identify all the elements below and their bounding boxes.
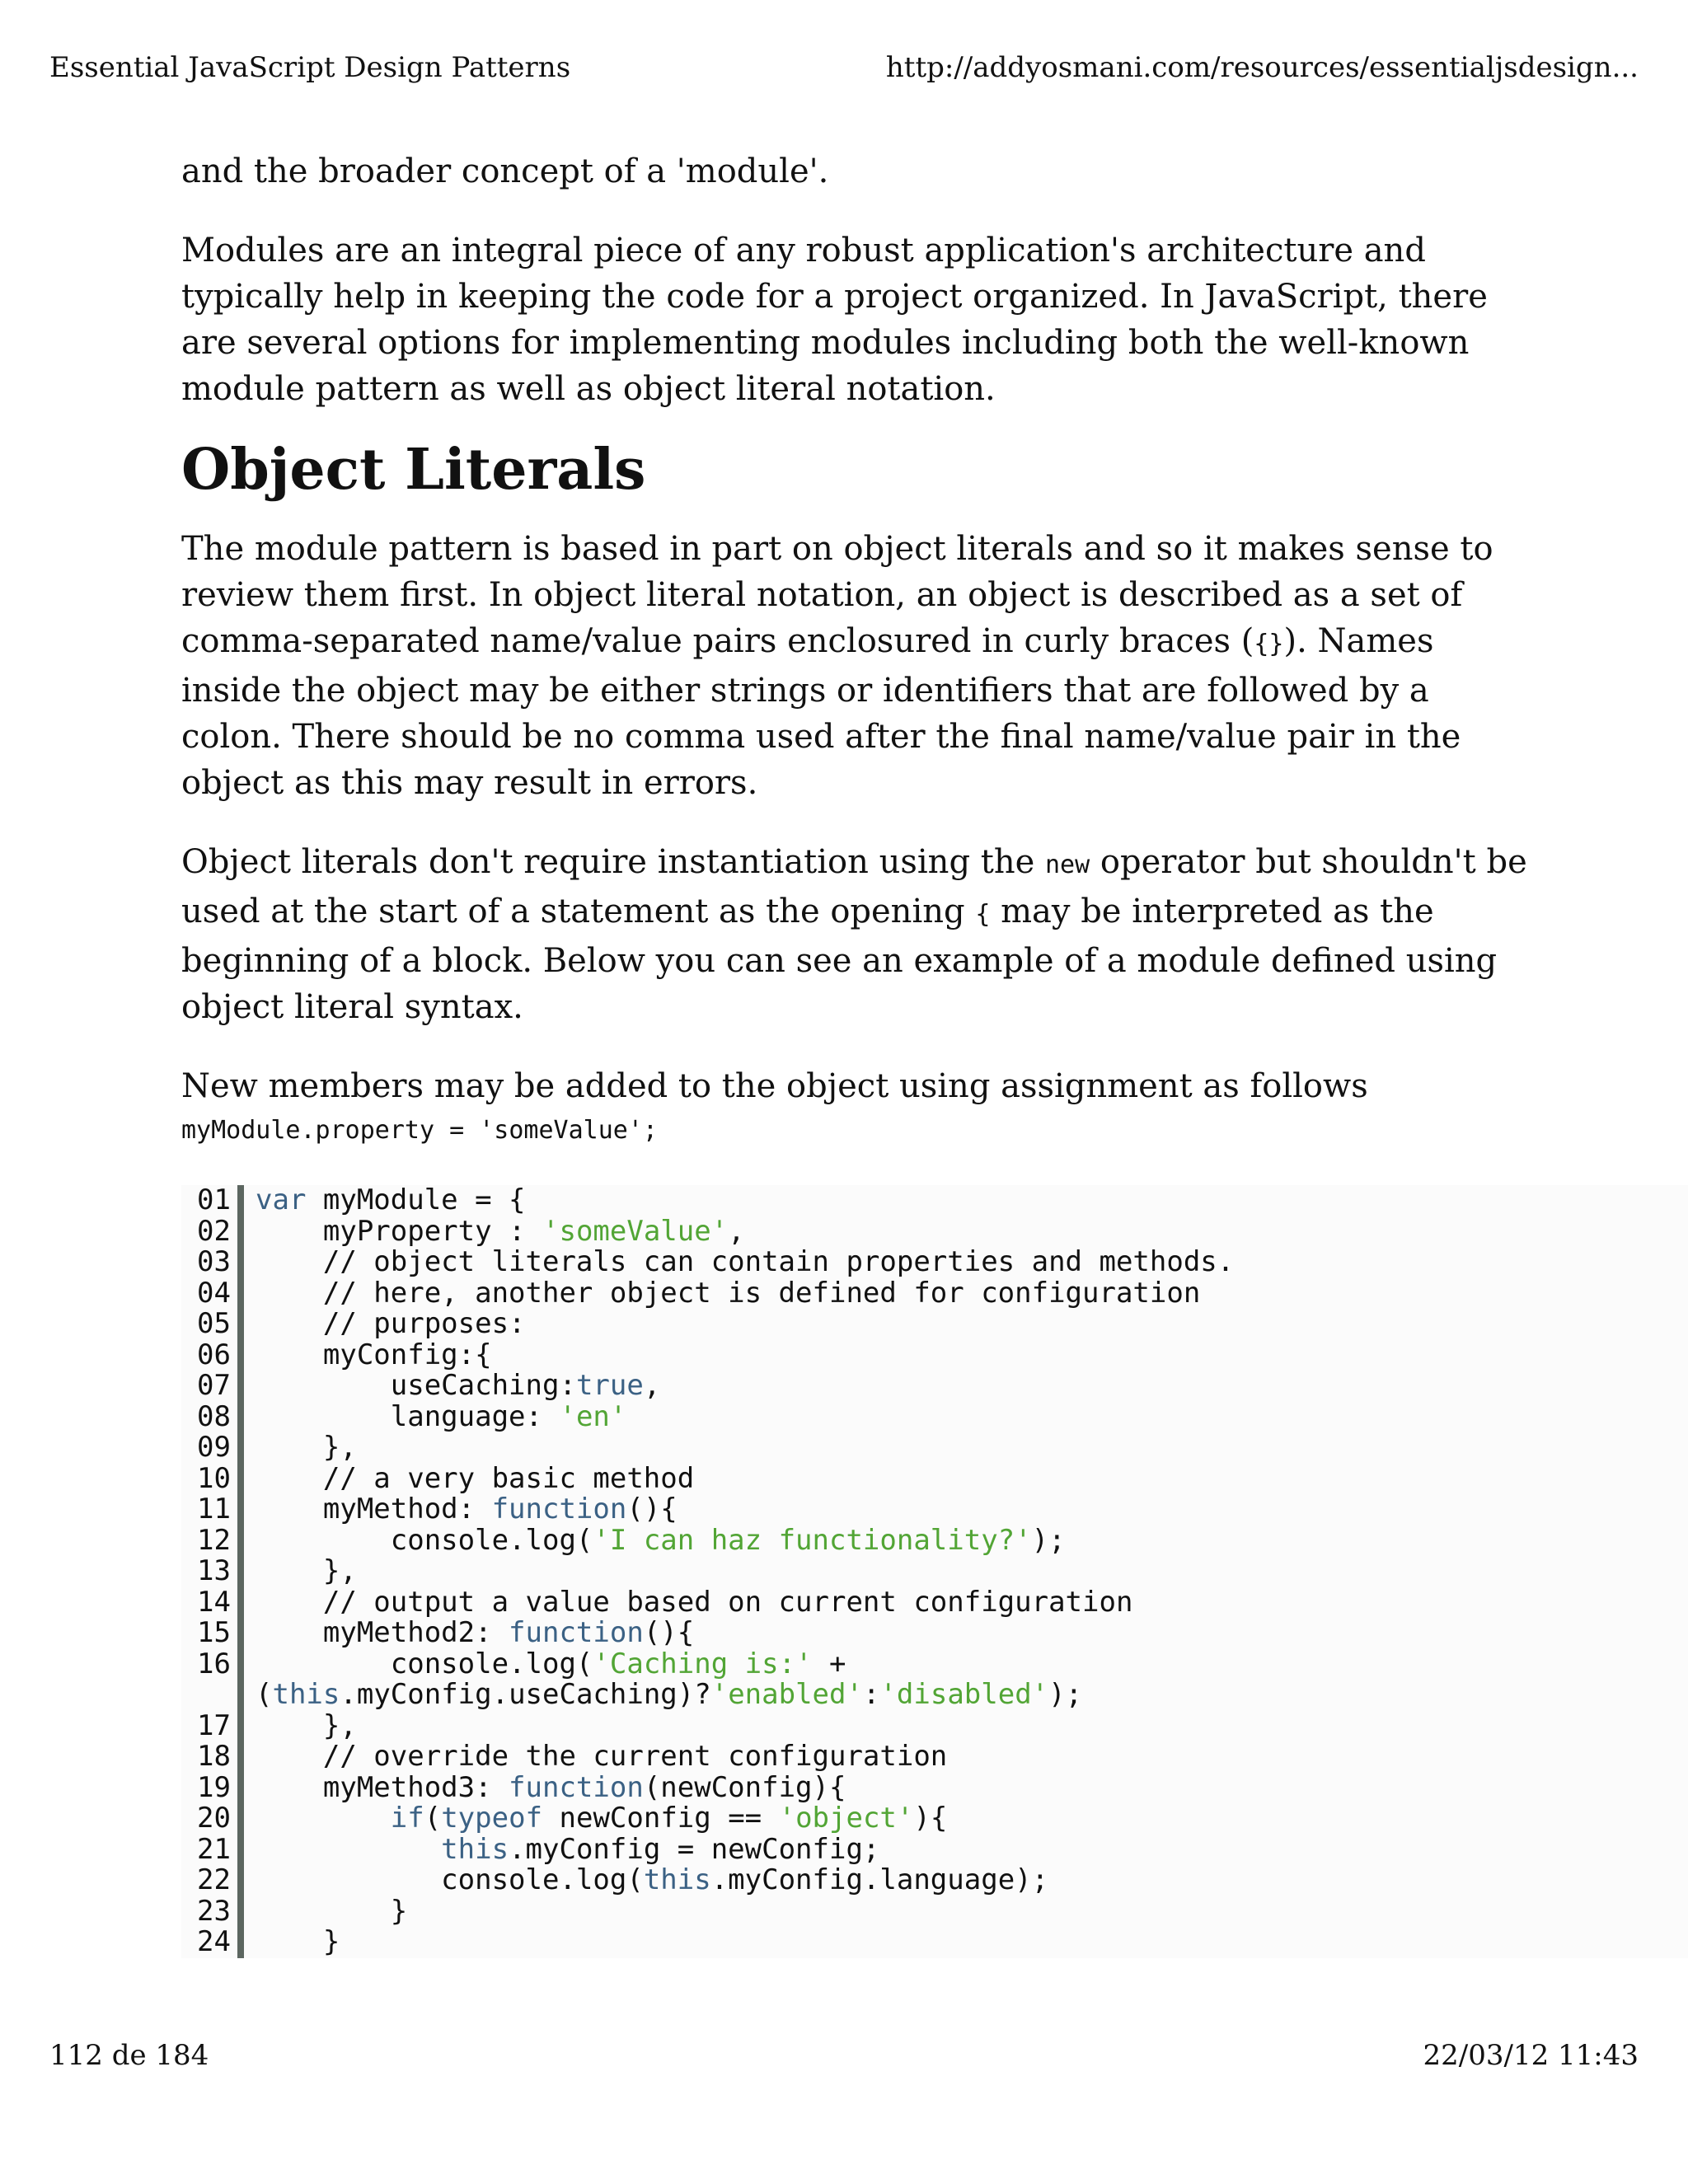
code-keyword: this bbox=[272, 1678, 340, 1711]
code-string: 'I can haz functionality?' bbox=[593, 1523, 1032, 1557]
line-number: 05 bbox=[197, 1307, 231, 1340]
code-text bbox=[244, 1649, 1688, 1680]
code-line bbox=[181, 1371, 1688, 1402]
code-token: // output a value based on current configuration bbox=[256, 1585, 1133, 1619]
code-string: 'en' bbox=[559, 1399, 627, 1433]
paragraph-assignment: New members may be added to the object using assignment as follows bbox=[181, 1067, 1368, 1105]
code-string: 'someValue' bbox=[542, 1214, 729, 1248]
code-line bbox=[181, 1741, 1688, 1773]
code-keyword: function bbox=[509, 1616, 644, 1649]
code-text bbox=[244, 1371, 1688, 1402]
line-number bbox=[181, 1680, 237, 1711]
gutter-bar bbox=[237, 1432, 244, 1464]
code-text bbox=[244, 1309, 1688, 1340]
gutter-bar bbox=[237, 1587, 244, 1619]
code-line bbox=[181, 1494, 1688, 1526]
code-line bbox=[181, 1399, 1688, 1433]
gutter-bar bbox=[237, 1773, 244, 1804]
section-heading: Object Literals bbox=[181, 437, 646, 503]
code-token: // a very basic method bbox=[256, 1461, 695, 1495]
gutter-bar bbox=[237, 1402, 244, 1433]
code-token: useCaching: bbox=[256, 1369, 576, 1402]
article-content bbox=[181, 148, 1533, 1958]
code-line bbox=[181, 1185, 1688, 1216]
line-number: 04 bbox=[197, 1276, 231, 1310]
code-text bbox=[244, 1494, 1688, 1526]
code-text bbox=[244, 1461, 1688, 1495]
code-token: myMethod3: bbox=[256, 1770, 509, 1804]
line-number: 03 bbox=[197, 1245, 231, 1278]
text-segment: operator but shouldn't be used at the start of a statement as the opening bbox=[181, 843, 1527, 930]
code-token: (newConfig){ bbox=[643, 1770, 846, 1804]
code-text bbox=[244, 1770, 1688, 1804]
code-token: ); bbox=[1031, 1523, 1066, 1557]
line-number: 07 bbox=[197, 1369, 231, 1402]
code-string: 'enabled' bbox=[710, 1678, 863, 1711]
code-token bbox=[256, 1802, 391, 1835]
code-line bbox=[181, 1461, 1688, 1495]
code-token: (){ bbox=[643, 1616, 695, 1649]
code-token: myMethod: bbox=[256, 1493, 492, 1526]
gutter-bar bbox=[237, 1185, 244, 1216]
code-line bbox=[181, 1618, 1688, 1649]
code-line bbox=[181, 1309, 1688, 1340]
code-text bbox=[244, 1340, 1688, 1371]
code-line bbox=[181, 1770, 1688, 1804]
gutter-bar bbox=[237, 1896, 244, 1928]
gutter-bar bbox=[237, 1741, 244, 1773]
code-token: console.log( bbox=[256, 1863, 644, 1896]
text-segment: ). Names inside the object may be either strings or identifiers that are followed by a colon. There should be no comma used after the final name/value pair in the object as this may result in errors. bbox=[181, 622, 1461, 802]
code-token: myModule = { bbox=[306, 1183, 526, 1216]
code-keyword: if bbox=[390, 1802, 424, 1835]
code-text bbox=[244, 1247, 1688, 1278]
code-line bbox=[181, 1680, 1688, 1711]
code-token: + bbox=[812, 1647, 846, 1680]
line-number: 11 bbox=[197, 1493, 231, 1526]
code-line bbox=[181, 1587, 1688, 1619]
gutter-bar bbox=[237, 1556, 244, 1587]
code-text bbox=[244, 1896, 1688, 1928]
code-string: 'disabled' bbox=[879, 1678, 1049, 1711]
line-number: 24 bbox=[197, 1925, 231, 1958]
code-line bbox=[181, 1803, 1688, 1835]
line-number: 23 bbox=[197, 1894, 231, 1928]
code-text bbox=[244, 1832, 1688, 1866]
line-number: 02 bbox=[197, 1214, 231, 1248]
code-token: .myConfig.useCaching)? bbox=[340, 1678, 711, 1711]
gutter-bar bbox=[237, 1216, 244, 1248]
line-number: 14 bbox=[197, 1585, 231, 1619]
line-number: 18 bbox=[197, 1740, 231, 1773]
line-number: 19 bbox=[197, 1770, 231, 1804]
gutter-bar bbox=[237, 1711, 244, 1742]
code-text bbox=[244, 1278, 1688, 1310]
code-line bbox=[181, 1523, 1688, 1557]
header-url[interactable]: http://addyosmani.com/resources/essentialjsdesign... bbox=[885, 51, 1639, 84]
code-text bbox=[244, 1399, 1688, 1433]
code-keyword: this bbox=[441, 1832, 509, 1866]
gutter-bar bbox=[237, 1278, 244, 1310]
code-token: ( bbox=[256, 1678, 273, 1711]
code-string: 'Caching is:' bbox=[593, 1647, 813, 1680]
code-token: myConfig:{ bbox=[256, 1338, 492, 1371]
code-token: console.log( bbox=[256, 1523, 593, 1557]
code-token: }, bbox=[256, 1708, 357, 1742]
code-line bbox=[181, 1649, 1688, 1680]
code-keyword: true bbox=[575, 1369, 644, 1402]
code-token: }, bbox=[256, 1554, 357, 1587]
line-number: 20 bbox=[197, 1802, 231, 1835]
gutter-bar bbox=[237, 1494, 244, 1526]
code-line bbox=[181, 1832, 1688, 1866]
code-token: myProperty : bbox=[256, 1214, 542, 1248]
code-text bbox=[244, 1741, 1688, 1773]
line-number: 09 bbox=[197, 1431, 231, 1464]
code-keyword: function bbox=[491, 1493, 627, 1526]
code-string: 'object' bbox=[778, 1802, 914, 1835]
code-line bbox=[181, 1865, 1688, 1896]
gutter-bar bbox=[237, 1927, 244, 1958]
code-text bbox=[244, 1185, 1688, 1216]
gutter-bar bbox=[237, 1464, 244, 1495]
code-line bbox=[181, 1278, 1688, 1310]
code-line bbox=[181, 1556, 1688, 1587]
code-text bbox=[244, 1618, 1688, 1649]
code-line bbox=[181, 1896, 1688, 1928]
code-token bbox=[256, 1833, 441, 1866]
gutter-bar bbox=[237, 1865, 244, 1896]
code-token: } bbox=[256, 1894, 408, 1928]
line-number: 01 bbox=[197, 1183, 231, 1216]
code-token: // object literals can contain properties and methods. bbox=[256, 1245, 1235, 1278]
code-text bbox=[244, 1927, 1688, 1958]
text-segment: may be interpreted as the beginning of a block. Below you can see an example of a module defined using object literal syntax. bbox=[181, 893, 1498, 1026]
code-token: ( bbox=[424, 1802, 442, 1835]
assignment-code: myModule.property = 'someValue'; bbox=[181, 1116, 658, 1145]
gutter-bar bbox=[237, 1526, 244, 1557]
code-token: language: bbox=[256, 1399, 560, 1433]
code-text bbox=[244, 1556, 1688, 1587]
inline-code: { bbox=[975, 900, 991, 929]
line-number: 12 bbox=[197, 1523, 231, 1557]
gutter-bar bbox=[237, 1803, 244, 1835]
inline-code: {} bbox=[1254, 630, 1284, 658]
gutter-bar bbox=[237, 1618, 244, 1649]
code-keyword: var bbox=[256, 1183, 307, 1216]
code-text bbox=[244, 1432, 1688, 1464]
paragraph-object-literals bbox=[181, 526, 1533, 806]
code-token: ); bbox=[1048, 1678, 1083, 1711]
code-token: // override the current configuration bbox=[256, 1740, 948, 1773]
page-number: 112 de 184 bbox=[49, 2039, 209, 2072]
code-line bbox=[181, 1247, 1688, 1278]
code-token: , bbox=[643, 1369, 661, 1402]
code-keyword: typeof bbox=[441, 1802, 543, 1835]
line-number: 10 bbox=[197, 1461, 231, 1495]
paragraph-intro-end: and the broader concept of a 'module'. bbox=[181, 152, 829, 190]
code-keyword: this bbox=[643, 1863, 711, 1896]
code-text bbox=[244, 1216, 1688, 1248]
code-token: } bbox=[256, 1925, 340, 1958]
line-number: 16 bbox=[197, 1647, 231, 1680]
code-token: : bbox=[862, 1678, 880, 1711]
code-text bbox=[244, 1803, 1688, 1835]
code-line bbox=[181, 1927, 1688, 1958]
code-line bbox=[181, 1432, 1688, 1464]
gutter-bar bbox=[237, 1247, 244, 1278]
code-token: .myConfig.language); bbox=[710, 1863, 1049, 1896]
code-token: , bbox=[728, 1214, 745, 1248]
code-token: }, bbox=[256, 1431, 357, 1464]
paragraph-instantiation bbox=[181, 839, 1533, 1030]
code-token: .myConfig = newConfig; bbox=[509, 1832, 880, 1866]
code-token: console.log( bbox=[256, 1647, 593, 1680]
code-text bbox=[244, 1865, 1688, 1896]
code-token: (){ bbox=[626, 1493, 678, 1526]
paragraph-modules: Modules are an integral piece of any robust application's architecture and typically help in keeping the code for a project organized. In JavaScript, there are several options for implementing modules including both the well-known module pattern as well as object literal notation. bbox=[181, 232, 1488, 408]
gutter-bar bbox=[237, 1309, 244, 1340]
code-token: // purposes: bbox=[256, 1307, 526, 1340]
code-line bbox=[181, 1340, 1688, 1371]
text-segment: Object literals don't require instantiation using the bbox=[181, 843, 1045, 881]
inline-code: new bbox=[1045, 851, 1090, 879]
line-number: 17 bbox=[197, 1708, 231, 1742]
code-text bbox=[244, 1523, 1688, 1557]
line-number: 21 bbox=[197, 1832, 231, 1866]
code-text bbox=[244, 1708, 1688, 1742]
gutter-bar bbox=[237, 1680, 244, 1711]
gutter-bar bbox=[237, 1835, 244, 1866]
code-token: myMethod2: bbox=[256, 1616, 509, 1649]
text-segment: The module pattern is based in part on object literals and so it makes sense to review them first. In object literal notation, an object is described as a set of comma-separated name/value pairs enclosured in curly braces ( bbox=[181, 530, 1493, 660]
code-token: ){ bbox=[913, 1802, 948, 1835]
code-token: newConfig == bbox=[542, 1802, 779, 1835]
code-line bbox=[181, 1708, 1688, 1742]
code-listing bbox=[181, 1185, 1688, 1958]
code-line bbox=[181, 1216, 1688, 1248]
line-number: 13 bbox=[197, 1554, 231, 1587]
line-number: 06 bbox=[197, 1338, 231, 1371]
code-keyword: function bbox=[509, 1770, 644, 1804]
print-datetime: 22/03/12 11:43 bbox=[1423, 2039, 1639, 2072]
gutter-bar bbox=[237, 1649, 244, 1680]
line-number: 15 bbox=[197, 1616, 231, 1649]
code-token: // here, another object is defined for configuration bbox=[256, 1276, 1201, 1310]
gutter-bar bbox=[237, 1340, 244, 1371]
code-text bbox=[244, 1680, 1688, 1711]
line-number: 08 bbox=[197, 1399, 231, 1433]
gutter-bar bbox=[237, 1371, 244, 1402]
header-title: Essential JavaScript Design Patterns bbox=[49, 51, 571, 84]
line-number: 22 bbox=[197, 1863, 231, 1896]
code-text bbox=[244, 1587, 1688, 1619]
